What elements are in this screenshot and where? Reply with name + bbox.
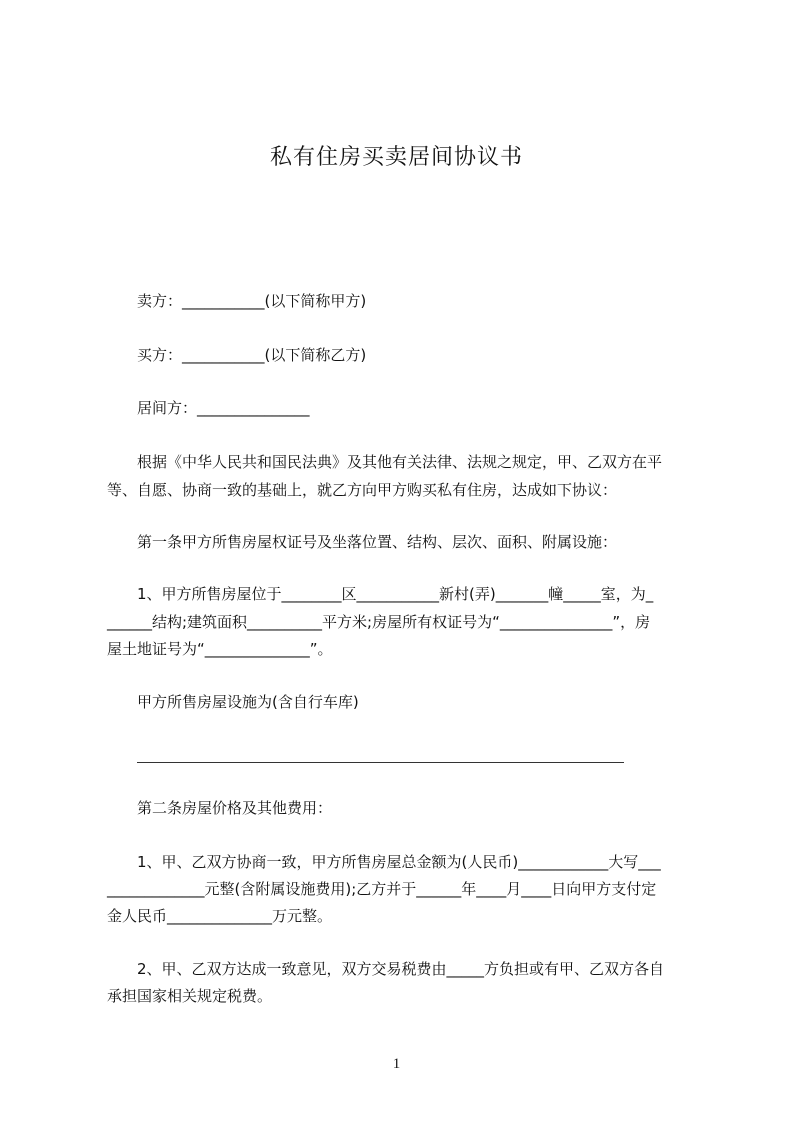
clause-2-2-line-2: 承担国家相关规定税费。 — [107, 987, 273, 1005]
clause-2-1-line-1: 1、甲、乙双方协商一致，甲方所售房屋总金额为(人民币)____________大写___ — [137, 853, 661, 871]
clause-2-1-line-2: _____________元整(含附属设施费用);乙方并于______年____月____日向甲方支付定 — [107, 880, 657, 898]
facilities-line: 甲方所售房屋设施为(含自行车库) — [137, 693, 359, 711]
clause-2-1-line-3: 金人民币______________万元整。 — [107, 907, 333, 925]
clause-2-2-line-1: 2、甲、乙双方达成一致意见，双方交易税费由_____方负担或有甲、乙双方各自 — [137, 960, 665, 978]
document-title: 私有住房买卖居间协议书 — [269, 145, 523, 170]
agent-line: 居间方：_______________ — [137, 399, 310, 417]
page-number: 1 — [392, 1056, 401, 1072]
article-2-heading: 第二条房屋价格及其他费用： — [137, 799, 333, 817]
article-1-heading: 第一条甲方所售房屋权证号及坐落位置、结构、层次、面积、附属设施： — [137, 533, 618, 551]
intro-paragraph-line-2: 等、自愿、协商一致的基础上，就乙方向甲方购买私有住房，达成如下协议： — [107, 481, 618, 499]
facilities-blank-underline — [137, 762, 624, 763]
clause-1-1-line-3: 屋土地证号为“______________”。 — [107, 640, 333, 658]
buyer-line: 买方：___________(以下简称乙方) — [137, 346, 367, 364]
seller-line: 卖方：___________(以下简称甲方) — [137, 292, 367, 310]
intro-paragraph-line-1: 根据《中华人民共和国民法典》及其他有关法律、法规之规定，甲、乙双方在平 — [137, 453, 663, 471]
clause-1-1-line-1: 1、甲方所售房屋位于________区___________新村(弄)_______幢_____室，为_ — [137, 585, 654, 603]
clause-1-1-line-2: ______结构;建筑面积__________平方米;房屋所有权证号为“_______________”，房 — [107, 613, 651, 631]
